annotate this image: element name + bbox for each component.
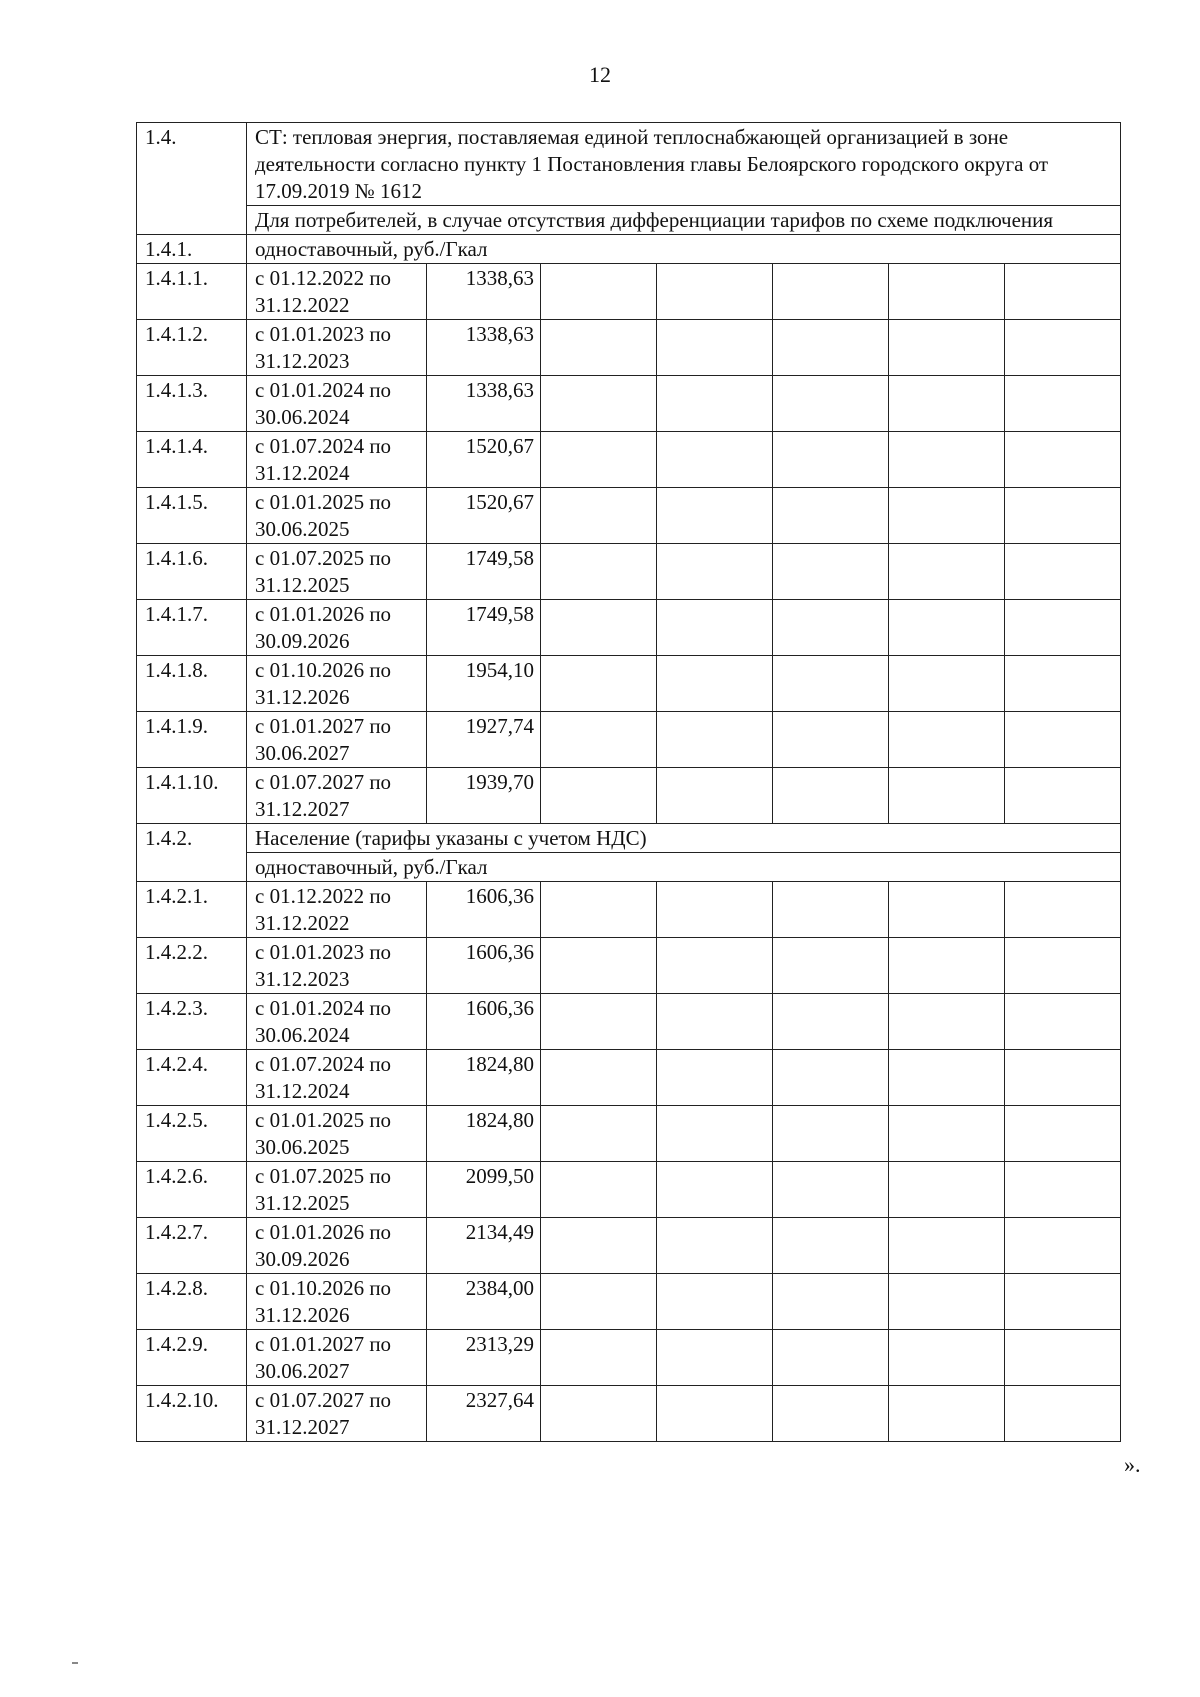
empty-cell	[773, 882, 889, 938]
table-row	[137, 320, 1121, 376]
empty-cell	[889, 432, 1005, 488]
empty-cell	[1005, 1274, 1121, 1330]
empty-cell	[657, 1218, 773, 1274]
empty-cell	[541, 376, 657, 432]
empty-cell	[541, 1330, 657, 1386]
empty-cell	[773, 432, 889, 488]
empty-cell	[1005, 1330, 1121, 1386]
row-code: 1.4.1.3.	[137, 376, 247, 432]
row-code: 1.4.2.1.	[137, 882, 247, 938]
empty-cell	[657, 544, 773, 600]
empty-cell	[773, 768, 889, 824]
row-code: 1.4.1.4.	[137, 432, 247, 488]
empty-cell	[657, 1274, 773, 1330]
empty-cell	[889, 1218, 1005, 1274]
row-value: 1520,67	[427, 432, 541, 488]
empty-cell	[889, 712, 1005, 768]
row-value: 1520,67	[427, 488, 541, 544]
group2-title: Население (тарифы указаны с учетом НДС)	[247, 824, 1121, 853]
row-value: 2384,00	[427, 1274, 541, 1330]
table-row	[137, 1106, 1121, 1162]
row-code: 1.4.1.10.	[137, 768, 247, 824]
empty-cell	[541, 1162, 657, 1218]
row-period: с 01.01.2024 по 30.06.2024	[247, 994, 427, 1050]
empty-cell	[889, 994, 1005, 1050]
empty-cell	[773, 712, 889, 768]
empty-cell	[657, 1106, 773, 1162]
row-period: с 01.07.2025 по 31.12.2025	[247, 544, 427, 600]
empty-cell	[889, 882, 1005, 938]
row-value: 1606,36	[427, 882, 541, 938]
table-row	[137, 1050, 1121, 1106]
table-row	[137, 1218, 1121, 1274]
empty-cell	[889, 320, 1005, 376]
empty-cell	[1005, 712, 1121, 768]
table-row	[137, 656, 1121, 712]
empty-cell	[889, 1162, 1005, 1218]
empty-cell	[541, 264, 657, 320]
row-value: 2099,50	[427, 1162, 541, 1218]
empty-cell	[1005, 1162, 1121, 1218]
row-period: с 01.01.2026 по 30.09.2026	[247, 1218, 427, 1274]
empty-cell	[1005, 1386, 1121, 1442]
row-value: 1338,63	[427, 376, 541, 432]
row-code: 1.4.1.1.	[137, 264, 247, 320]
closing-quote: ».	[1124, 1452, 1141, 1477]
section-subtitle-row	[137, 206, 1121, 235]
row-period: с 01.01.2025 по 30.06.2025	[247, 488, 427, 544]
table-row	[137, 1274, 1121, 1330]
empty-cell	[657, 432, 773, 488]
empty-cell	[657, 320, 773, 376]
row-value: 2313,29	[427, 1330, 541, 1386]
empty-cell	[657, 712, 773, 768]
empty-cell	[1005, 376, 1121, 432]
empty-cell	[541, 768, 657, 824]
empty-cell	[773, 488, 889, 544]
empty-cell	[657, 376, 773, 432]
row-value: 1749,58	[427, 544, 541, 600]
empty-cell	[541, 1218, 657, 1274]
empty-cell	[657, 600, 773, 656]
empty-cell	[889, 1106, 1005, 1162]
table-row	[137, 1330, 1121, 1386]
group1-label: одноставочный, руб./Гкал	[247, 235, 1121, 264]
empty-cell	[541, 600, 657, 656]
table-row	[137, 938, 1121, 994]
empty-cell	[657, 1050, 773, 1106]
row-period: с 01.01.2023 по 31.12.2023	[247, 938, 427, 994]
empty-cell	[1005, 264, 1121, 320]
empty-cell	[773, 320, 889, 376]
empty-cell	[773, 1162, 889, 1218]
row-value: 1338,63	[427, 264, 541, 320]
empty-cell	[773, 938, 889, 994]
row-period: с 01.01.2025 по 30.06.2025	[247, 1106, 427, 1162]
group2-header-row	[137, 824, 1121, 853]
row-code: 1.4.2.8.	[137, 1274, 247, 1330]
table-row	[137, 712, 1121, 768]
table-row	[137, 600, 1121, 656]
empty-cell	[657, 1386, 773, 1442]
empty-cell	[889, 768, 1005, 824]
tariff-table	[136, 122, 1121, 1442]
empty-cell	[889, 1330, 1005, 1386]
row-period: с 01.07.2024 по 31.12.2024	[247, 1050, 427, 1106]
row-period: с 01.01.2024 по 30.06.2024	[247, 376, 427, 432]
empty-cell	[657, 488, 773, 544]
empty-cell	[889, 376, 1005, 432]
row-code: 1.4.1.6.	[137, 544, 247, 600]
empty-cell	[657, 1330, 773, 1386]
group2-code: 1.4.2.	[137, 824, 247, 882]
row-value: 1338,63	[427, 320, 541, 376]
row-code: 1.4.2.4.	[137, 1050, 247, 1106]
empty-cell	[1005, 768, 1121, 824]
page-number: 12	[589, 62, 611, 87]
table-row	[137, 544, 1121, 600]
row-value: 1824,80	[427, 1106, 541, 1162]
empty-cell	[541, 544, 657, 600]
row-period: с 01.01.2027 по 30.06.2027	[247, 1330, 427, 1386]
table-row	[137, 1162, 1121, 1218]
empty-cell	[657, 264, 773, 320]
tariff-table-body	[137, 123, 1121, 1442]
empty-cell	[889, 544, 1005, 600]
row-period: с 01.01.2026 по 30.09.2026	[247, 600, 427, 656]
empty-cell	[889, 264, 1005, 320]
empty-cell	[1005, 1218, 1121, 1274]
row-code: 1.4.2.9.	[137, 1330, 247, 1386]
section-header-row	[137, 123, 1121, 206]
empty-cell	[773, 656, 889, 712]
row-code: 1.4.2.10.	[137, 1386, 247, 1442]
empty-cell	[657, 994, 773, 1050]
group1-header-row	[137, 235, 1121, 264]
row-code: 1.4.1.9.	[137, 712, 247, 768]
table-row	[137, 768, 1121, 824]
row-value: 1939,70	[427, 768, 541, 824]
row-code: 1.4.2.5.	[137, 1106, 247, 1162]
row-code: 1.4.2.7.	[137, 1218, 247, 1274]
empty-cell	[657, 1162, 773, 1218]
table-row	[137, 882, 1121, 938]
row-code: 1.4.1.7.	[137, 600, 247, 656]
section-code: 1.4.	[137, 123, 247, 235]
table-row	[137, 264, 1121, 320]
empty-cell	[773, 1106, 889, 1162]
row-value: 1954,10	[427, 656, 541, 712]
empty-cell	[773, 994, 889, 1050]
empty-cell	[1005, 938, 1121, 994]
empty-cell	[657, 656, 773, 712]
empty-cell	[541, 1050, 657, 1106]
empty-cell	[657, 882, 773, 938]
empty-cell	[657, 938, 773, 994]
empty-cell	[541, 994, 657, 1050]
row-period: с 01.07.2027 по 31.12.2027	[247, 1386, 427, 1442]
empty-cell	[889, 600, 1005, 656]
empty-cell	[541, 882, 657, 938]
empty-cell	[541, 432, 657, 488]
empty-cell	[541, 488, 657, 544]
empty-cell	[1005, 1050, 1121, 1106]
row-value: 1749,58	[427, 600, 541, 656]
section-title: СТ: тепловая энергия, поставляемая единой теплоснабжающей организацией в зоне деятельности согласно пункту 1 Постановления главы Белоярского городского округа от 17.09.2019 № 1612	[247, 123, 1121, 206]
empty-cell	[541, 656, 657, 712]
row-code: 1.4.1.8.	[137, 656, 247, 712]
empty-cell	[1005, 656, 1121, 712]
empty-cell	[773, 544, 889, 600]
row-period: с 01.10.2026 по 31.12.2026	[247, 1274, 427, 1330]
row-value: 1606,36	[427, 994, 541, 1050]
empty-cell	[1005, 432, 1121, 488]
empty-cell	[773, 1330, 889, 1386]
empty-cell	[657, 768, 773, 824]
empty-cell	[541, 938, 657, 994]
empty-cell	[773, 1386, 889, 1442]
row-value: 1927,74	[427, 712, 541, 768]
empty-cell	[889, 656, 1005, 712]
scan-artifact	[72, 1662, 78, 1664]
row-code: 1.4.1.2.	[137, 320, 247, 376]
row-period: с 01.12.2022 по 31.12.2022	[247, 882, 427, 938]
row-value: 1606,36	[427, 938, 541, 994]
empty-cell	[773, 600, 889, 656]
empty-cell	[1005, 488, 1121, 544]
empty-cell	[541, 1386, 657, 1442]
row-value: 1824,80	[427, 1050, 541, 1106]
empty-cell	[1005, 994, 1121, 1050]
empty-cell	[773, 376, 889, 432]
empty-cell	[889, 1386, 1005, 1442]
empty-cell	[1005, 1106, 1121, 1162]
empty-cell	[1005, 544, 1121, 600]
table-row	[137, 376, 1121, 432]
empty-cell	[889, 1050, 1005, 1106]
row-period: с 01.07.2024 по 31.12.2024	[247, 432, 427, 488]
row-period: с 01.07.2025 по 31.12.2025	[247, 1162, 427, 1218]
group2-label-row	[137, 853, 1121, 882]
empty-cell	[1005, 600, 1121, 656]
row-code: 1.4.2.3.	[137, 994, 247, 1050]
row-code: 1.4.1.5.	[137, 488, 247, 544]
row-code: 1.4.2.2.	[137, 938, 247, 994]
empty-cell	[773, 1050, 889, 1106]
row-period: с 01.10.2026 по 31.12.2026	[247, 656, 427, 712]
empty-cell	[889, 938, 1005, 994]
empty-cell	[889, 1274, 1005, 1330]
empty-cell	[889, 488, 1005, 544]
row-period: с 01.01.2027 по 30.06.2027	[247, 712, 427, 768]
empty-cell	[541, 1106, 657, 1162]
table-row	[137, 1386, 1121, 1442]
empty-cell	[541, 1274, 657, 1330]
empty-cell	[773, 1218, 889, 1274]
group1-code: 1.4.1.	[137, 235, 247, 264]
table-row	[137, 994, 1121, 1050]
row-value: 2327,64	[427, 1386, 541, 1442]
empty-cell	[541, 320, 657, 376]
table-row	[137, 488, 1121, 544]
empty-cell	[1005, 320, 1121, 376]
empty-cell	[541, 712, 657, 768]
row-code: 1.4.2.6.	[137, 1162, 247, 1218]
row-period: с 01.01.2023 по 31.12.2023	[247, 320, 427, 376]
section-subtitle: Для потребителей, в случае отсутствия дифференциации тарифов по схеме подключения	[247, 206, 1121, 235]
row-period: с 01.07.2027 по 31.12.2027	[247, 768, 427, 824]
table-row	[137, 432, 1121, 488]
group2-label: одноставочный, руб./Гкал	[247, 853, 1121, 882]
empty-cell	[773, 1274, 889, 1330]
row-value: 2134,49	[427, 1218, 541, 1274]
empty-cell	[1005, 882, 1121, 938]
empty-cell	[773, 264, 889, 320]
row-period: с 01.12.2022 по 31.12.2022	[247, 264, 427, 320]
